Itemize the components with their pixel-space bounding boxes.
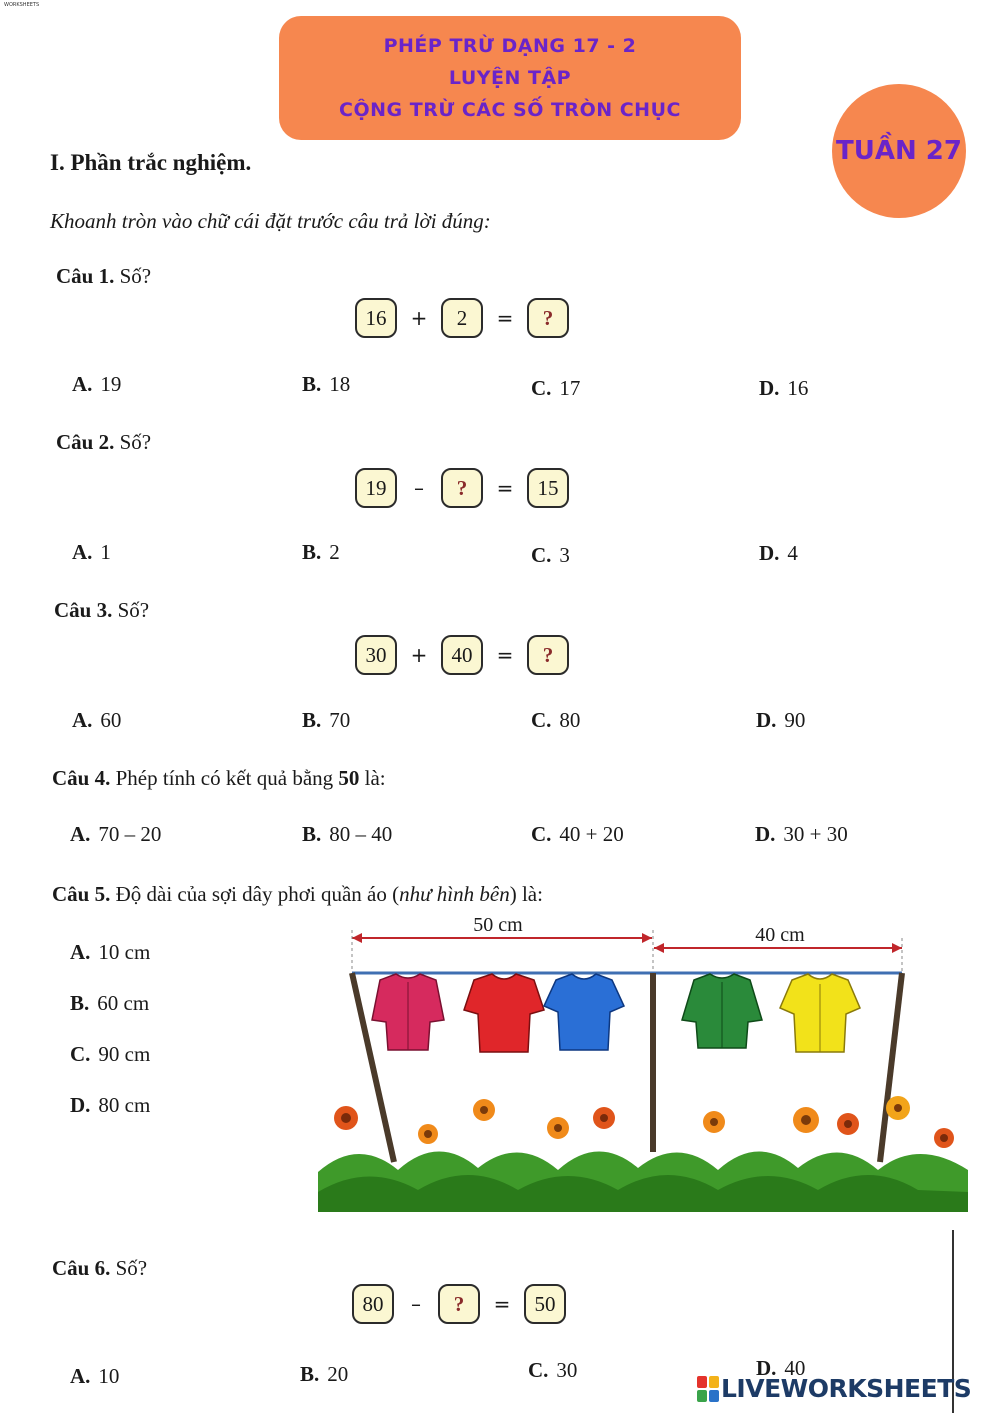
q2-option-a[interactable]: A. 1 bbox=[72, 540, 111, 564]
shirt-pink bbox=[372, 974, 444, 1050]
equation-number-box: 30 bbox=[355, 635, 397, 675]
section-title: I. Phần trắc nghiệm. bbox=[50, 150, 252, 175]
q1-option-c[interactable]: C. 17 bbox=[531, 376, 581, 400]
question-text: Số? bbox=[115, 1256, 148, 1280]
q3-option-b[interactable]: B. 70 bbox=[302, 708, 351, 732]
equation-number-box: 2 bbox=[441, 298, 483, 338]
shirt-green bbox=[682, 974, 762, 1048]
equation-equals: = bbox=[493, 1292, 511, 1316]
q6-option-a[interactable]: A. 10 bbox=[70, 1364, 120, 1388]
equation-number-box: 80 bbox=[352, 1284, 394, 1324]
question-number: Câu 3. bbox=[54, 598, 113, 622]
question-5-label bbox=[52, 882, 543, 907]
flower bbox=[837, 1113, 859, 1135]
equation-operator: + bbox=[410, 306, 428, 330]
length-label-right: 40 cm bbox=[755, 924, 805, 946]
q1-option-d[interactable]: D. 16 bbox=[759, 376, 809, 400]
flower bbox=[547, 1117, 569, 1139]
equation-equals: = bbox=[496, 643, 514, 667]
liveworksheets-logo-icon bbox=[697, 1376, 719, 1402]
question-2-equation bbox=[355, 468, 569, 508]
instruction-text: Khoanh tròn vào chữ cái đặt trước câu trả lời đúng: bbox=[50, 209, 491, 233]
flower bbox=[473, 1099, 495, 1121]
question-text: Phép tính có kết quả bằng bbox=[115, 766, 334, 790]
q4-option-b[interactable]: B. 80 – 40 bbox=[302, 822, 393, 846]
clothesline-pole-right bbox=[880, 973, 902, 1162]
q2-option-d[interactable]: D. 4 bbox=[759, 541, 798, 565]
shirt-red bbox=[464, 974, 544, 1052]
question-1-label bbox=[56, 264, 151, 289]
flower bbox=[886, 1096, 910, 1120]
q1-option-a[interactable]: A. 19 bbox=[72, 372, 122, 396]
q2-option-b[interactable]: B. 2 bbox=[302, 540, 340, 564]
equation-operator: + bbox=[410, 643, 428, 667]
shirt-yellow bbox=[780, 974, 860, 1052]
clothesline-figure bbox=[318, 912, 968, 1212]
question-6-label bbox=[52, 1256, 147, 1281]
question-text-end: ) là: bbox=[509, 882, 543, 906]
equation-number-box: 15 bbox=[527, 468, 569, 508]
question-3-equation bbox=[355, 635, 569, 675]
flower bbox=[593, 1107, 615, 1129]
question-3-label bbox=[54, 598, 149, 623]
question-target-number: 50 bbox=[338, 766, 360, 790]
question-text: Số? bbox=[119, 264, 152, 288]
q2-option-c[interactable]: C. 3 bbox=[531, 543, 570, 567]
liveworksheets-logo-text: LIVEWORKSHEETS bbox=[721, 1374, 972, 1403]
equation-operator: – bbox=[411, 1292, 421, 1316]
measure-arrow-left bbox=[352, 930, 652, 972]
question-4-label bbox=[52, 766, 386, 791]
flower bbox=[334, 1106, 358, 1130]
equation-number-box: 19 bbox=[355, 468, 397, 508]
q4-option-a[interactable]: A. 70 – 20 bbox=[70, 822, 162, 846]
question-text-italic: như hình bên bbox=[399, 882, 510, 906]
flower bbox=[703, 1111, 725, 1133]
question-text: Số? bbox=[117, 598, 150, 622]
question-text-end: là: bbox=[364, 766, 386, 790]
question-text: Độ dài của sợi dây phơi quần áo ( bbox=[115, 882, 400, 906]
q5-option-c[interactable]: C. 90 cm bbox=[70, 1042, 151, 1066]
q3-option-a[interactable]: A. 60 bbox=[72, 708, 122, 732]
equation-answer-box[interactable]: ? bbox=[527, 298, 569, 338]
week-badge: TUẦN 27 bbox=[832, 84, 966, 218]
equation-answer-box[interactable]: ? bbox=[527, 635, 569, 675]
equation-number-box: 40 bbox=[441, 635, 483, 675]
equation-number-box: 16 bbox=[355, 298, 397, 338]
q5-option-d[interactable]: D. 80 cm bbox=[70, 1093, 151, 1117]
q1-option-b[interactable]: B. 18 bbox=[302, 372, 351, 396]
lesson-title-line-2: LUYỆN TẬP bbox=[448, 67, 572, 89]
q6-option-c[interactable]: C. 30 bbox=[528, 1358, 578, 1382]
flower bbox=[934, 1128, 954, 1148]
shirt-blue bbox=[544, 974, 624, 1050]
equation-answer-box[interactable]: ? bbox=[441, 468, 483, 508]
question-number: Câu 2. bbox=[56, 430, 115, 454]
q5-option-a[interactable]: A. 10 cm bbox=[70, 940, 151, 964]
equation-equals: = bbox=[496, 306, 514, 330]
q4-option-c[interactable]: C. 40 + 20 bbox=[531, 822, 624, 846]
q4-option-d[interactable]: D. 30 + 30 bbox=[755, 822, 848, 846]
question-1-equation bbox=[355, 298, 569, 338]
q6-option-d[interactable]: D. 40 bbox=[756, 1356, 806, 1380]
q3-option-c[interactable]: C. 80 bbox=[531, 708, 581, 732]
corner-tag: WORKSHEETS bbox=[4, 2, 40, 8]
q6-option-b[interactable]: B. 20 bbox=[300, 1362, 349, 1386]
question-2-label bbox=[56, 430, 151, 455]
question-number: Câu 4. bbox=[52, 766, 111, 790]
question-number: Câu 5. bbox=[52, 882, 111, 906]
q5-option-b[interactable]: B. 60 cm bbox=[70, 991, 150, 1015]
equation-operator: – bbox=[414, 476, 424, 500]
flower bbox=[418, 1124, 438, 1144]
question-number: Câu 1. bbox=[56, 264, 115, 288]
lesson-title-line-3: CỘNG TRỪ CÁC SỐ TRÒN CHỤC bbox=[339, 99, 681, 121]
equation-equals: = bbox=[496, 476, 514, 500]
question-number: Câu 6. bbox=[52, 1256, 111, 1280]
length-label-left: 50 cm bbox=[473, 914, 523, 936]
lesson-title-line-1: PHÉP TRỪ DẠNG 17 - 2 bbox=[383, 35, 637, 57]
lesson-title-banner bbox=[279, 16, 741, 140]
question-text: Số? bbox=[119, 430, 152, 454]
equation-number-box: 50 bbox=[524, 1284, 566, 1324]
q3-option-d[interactable]: D. 90 bbox=[756, 708, 806, 732]
liveworksheets-logo[interactable] bbox=[697, 1374, 971, 1403]
question-6-equation bbox=[352, 1284, 566, 1324]
flower bbox=[793, 1107, 819, 1133]
equation-answer-box[interactable]: ? bbox=[438, 1284, 480, 1324]
